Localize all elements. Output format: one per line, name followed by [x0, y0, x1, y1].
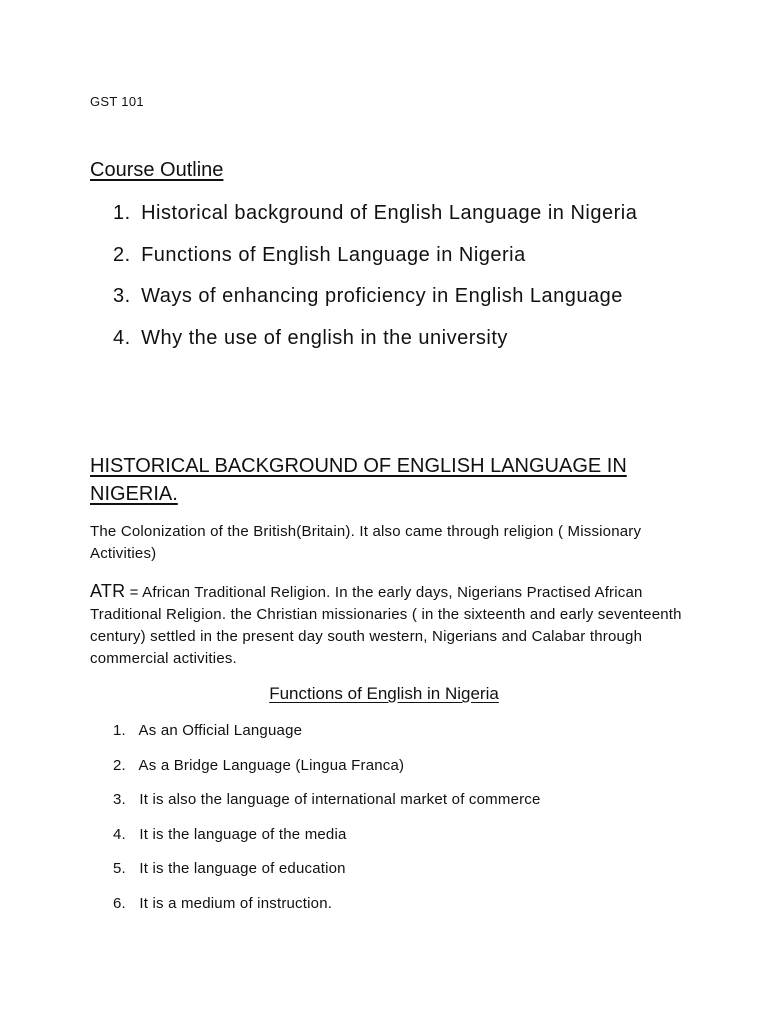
list-item [113, 824, 541, 859]
list-item-text: It is the language of education [139, 860, 346, 878]
list-item-text: As a Bridge Language (Lingua Franca) [138, 756, 405, 774]
outline-list [113, 199, 637, 365]
section-heading: HISTORICAL BACKGROUND OF ENGLISH LANGUAGE IN NIGERIA. [90, 455, 627, 505]
course-code: GST 101 [90, 94, 144, 109]
list-item [113, 241, 637, 283]
paragraph-colonization: The Colonization of the British(Britain). It also came through religion ( Missionary Activities) [90, 523, 642, 562]
list-number: 6. [113, 894, 126, 912]
atr-text: = African Traditional Religion. In the early days, Nigerians Practised African Traditional Religion. the Christian missionaries ( in the sixteenth and early seventeenth century) settled in the present day south western, Nigerians and Calabar through commercial activities. [90, 584, 682, 667]
list-item [113, 199, 637, 241]
outline-title: Course Outline [90, 159, 224, 181]
list-item-text: Why the use of english in the university [141, 326, 508, 349]
list-item [113, 858, 541, 893]
paragraph-atr [90, 580, 690, 670]
list-number: 1. [113, 722, 126, 739]
list-item [113, 324, 637, 366]
list-item [113, 282, 637, 324]
list-item-text: It is also the language of international market of commerce [139, 791, 541, 809]
list-item-text: It is a medium of instruction. [139, 894, 333, 912]
list-number: 3. [113, 791, 126, 809]
list-item-text: As an Official Language [138, 722, 303, 739]
list-number: 3. [113, 285, 131, 307]
list-item-text: It is the language of the media [139, 825, 347, 843]
list-number: 1. [113, 202, 131, 224]
list-item-text: Functions of English Language in Nigeria [141, 243, 526, 266]
functions-list [113, 720, 541, 928]
list-item [113, 893, 541, 928]
list-item [113, 789, 541, 824]
list-number: 2. [113, 756, 126, 774]
list-number: 5. [113, 860, 126, 878]
atr-label: ATR [90, 581, 126, 601]
list-number: 2. [113, 243, 131, 266]
list-item [113, 755, 541, 790]
list-item-text: Ways of enhancing proficiency in English Language [141, 285, 623, 307]
list-item-text: Historical background of English Language in Nigeria [141, 202, 638, 224]
functions-title: Functions of English in Nigeria [269, 684, 499, 703]
list-number: 4. [113, 326, 131, 349]
list-number: 4. [113, 825, 126, 843]
list-item [113, 720, 541, 755]
